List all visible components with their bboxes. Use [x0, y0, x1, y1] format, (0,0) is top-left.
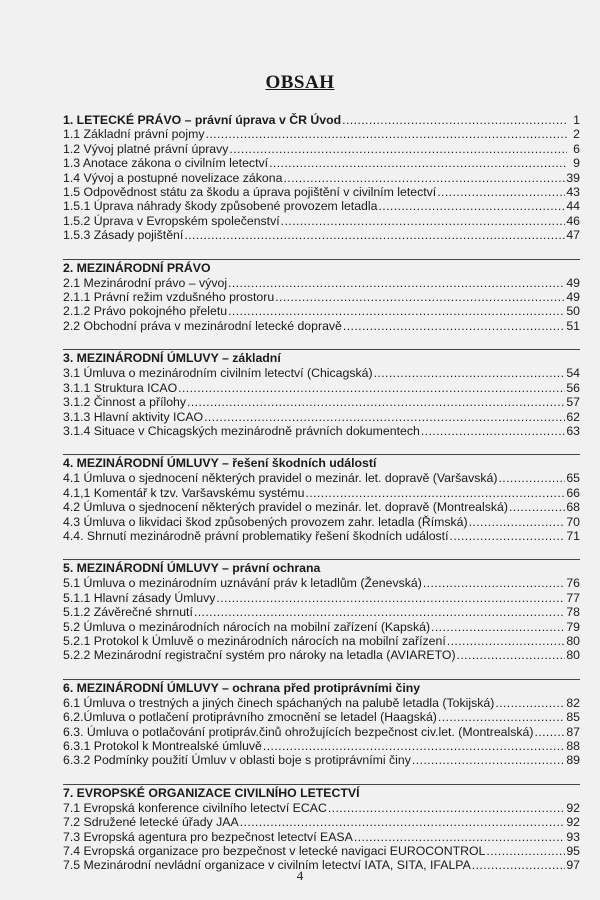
- entry-page: 46: [566, 213, 580, 228]
- entry-label: 1.5 Odpovědnost státu za škodu a úprava pojištění v civilním letectví: [63, 185, 437, 200]
- toc-entry: [63, 753, 580, 767]
- entry-page: 76: [566, 576, 580, 591]
- entry-label: 1.5.1 Úprava náhrady škody způsobené provozem letadla: [63, 199, 378, 214]
- toc-entry: [63, 214, 580, 228]
- section-heading: 4. MEZINÁRODNÍ ÚMLUVY – řešení škodních událostí: [63, 454, 580, 471]
- entry-label: 5.2.2 Mezinárodní registrační systém pro nároky na letadla (AVIARETO): [63, 648, 456, 663]
- toc-entry: [63, 366, 580, 380]
- dot-leader: [486, 844, 565, 858]
- toc-entry: [63, 725, 580, 739]
- entry-label: 4.4. Shrnutí mezinárodně právní problematiky řešení škodních událostí: [63, 528, 449, 543]
- dot-leader: [421, 424, 566, 438]
- entry-page: 95: [566, 844, 580, 859]
- dot-leader: [228, 304, 565, 318]
- entry-page: 85: [566, 710, 580, 725]
- section-heading: 7. EVROPSKÉ ORGANIZACE CIVILNÍHO LETECTVÍ: [63, 784, 580, 801]
- section-heading: 6. MEZINÁRODNÍ ÚMLUVY – ochrana před protiprávními činy: [63, 679, 580, 696]
- entry-page: 51: [566, 318, 580, 333]
- entry-page: 66: [566, 485, 580, 500]
- dot-leader: [206, 127, 568, 141]
- entry-label: 1.3 Anotace zákona o civilním letectví: [63, 156, 269, 171]
- entry-label: 3.1.1 Struktura ICAO: [63, 380, 178, 395]
- dot-leader: [184, 228, 565, 242]
- dot-leader: [269, 156, 567, 170]
- entry-page: 39: [566, 170, 580, 185]
- dot-leader: [263, 739, 565, 753]
- entry-label: 1.5.3 Zásady pojištění: [63, 228, 184, 243]
- entry-label: 2.1 Mezinárodní právo – vývoj: [63, 275, 228, 290]
- entry-label: 4.2 Úmluva o sjednocení některých pravidel o mezinár. let. dopravě (Montrealská): [63, 500, 508, 515]
- dot-leader: [281, 214, 566, 228]
- toc-entry: [63, 529, 580, 543]
- entry-label: 3.1.3 Hlavní aktivity ICAO: [63, 409, 204, 424]
- entry-label: 6.3. Úmluva o potlačování protipráv.činů ohrožujících bezpečnost civ.let. (Montrealská): [63, 724, 534, 739]
- dot-leader: [178, 381, 565, 395]
- toc-entry: [63, 319, 580, 333]
- entry-page: 50: [566, 304, 580, 319]
- dot-leader: [216, 591, 565, 605]
- toc-section: [63, 679, 580, 768]
- dot-leader: [412, 753, 565, 767]
- entry-label: 5.1.1 Hlavní zásady Úmluvy: [63, 590, 216, 605]
- toc-entry: [63, 486, 580, 500]
- dot-leader: [437, 185, 565, 199]
- entry-page: 78: [566, 605, 580, 620]
- entry-label: 2.2 Obchodní práva v mezinárodní letecké dopravě: [63, 318, 342, 333]
- toc-entry: [63, 696, 580, 710]
- section-heading: 2. MEZINÁRODNÍ PRÁVO: [63, 259, 580, 276]
- entry-label: 3.1.4 Situace v Chicagských mezinárodně právních dokumentech: [63, 423, 420, 438]
- entry-label: 7.1 Evropská konference civilního letectví ECAC: [63, 800, 327, 815]
- entry-label: 1.2 Vývoj platné právní úpravy: [63, 141, 229, 156]
- entry-page: 80: [566, 633, 580, 648]
- entry-page: 62: [566, 409, 580, 424]
- dot-leader: [328, 801, 565, 815]
- dot-leader: [343, 319, 565, 333]
- entry-page: 82: [566, 695, 580, 710]
- toc-section: [63, 113, 580, 243]
- entry-page: 89: [566, 753, 580, 768]
- toc-entry: [63, 142, 580, 156]
- dot-leader: [447, 634, 566, 648]
- toc-entry: [63, 171, 580, 185]
- entry-page: 57: [566, 395, 580, 410]
- toc-section: [63, 784, 580, 873]
- toc-entry: [63, 471, 580, 485]
- entry-page: 54: [566, 366, 580, 381]
- toc-section: [63, 349, 580, 438]
- dot-leader: [204, 410, 565, 424]
- entry-label: 7.2 Sdružené letecké úřady JAA: [63, 815, 239, 830]
- dot-leader: [374, 366, 566, 380]
- entry-page: 68: [566, 500, 580, 515]
- entry-page: 80: [566, 648, 580, 663]
- dot-leader: [354, 830, 565, 844]
- dot-leader: [498, 471, 565, 485]
- entry-page: 49: [566, 290, 580, 305]
- toc-entry: [63, 185, 580, 199]
- dot-leader: [283, 171, 565, 185]
- entry-label: 1.5.2 Úprava v Evropském společenství: [63, 213, 280, 228]
- entry-page: 44: [566, 199, 580, 214]
- dot-leader: [240, 815, 566, 829]
- entry-label: 6.3.2 Podmínky použití Úmluv v oblasti boje s protiprávními činy: [63, 753, 411, 768]
- entry-page: 6: [573, 141, 580, 156]
- toc-section: [63, 559, 580, 662]
- entry-page: 63: [566, 423, 580, 438]
- entry-label: 3.1.2 Činnost a přílohy: [63, 395, 187, 410]
- entry-page: 87: [566, 724, 580, 739]
- dot-leader: [450, 529, 566, 543]
- toc-entry: [63, 801, 580, 815]
- entry-page: 43: [566, 185, 580, 200]
- toc-entry: [63, 395, 580, 409]
- section-heading: 5. MEZINÁRODNÍ ÚMLUVY – právní ochrana: [63, 559, 580, 576]
- toc-entry: [63, 500, 580, 514]
- dot-leader: [378, 199, 565, 213]
- entry-page: 49: [566, 275, 580, 290]
- entry-page: 79: [566, 619, 580, 634]
- dot-leader: [438, 710, 565, 724]
- section-heading: 1. LETECKÉ PRÁVO – právní úprava v ČR Úvod: [63, 113, 342, 127]
- dot-leader: [342, 113, 567, 127]
- entry-page: 65: [566, 471, 580, 486]
- entry-label: 5.2.1 Protokol k Úmluvě o mezinárodních nárocích na mobilní zařízení: [63, 633, 446, 648]
- entry-label: 2.1.1 Právní režim vzdušného prostoru: [63, 290, 275, 305]
- entry-label: 4.1 Úmluva o sjednocení některých pravidel o mezinár. let. dopravě (Varšavská): [63, 471, 498, 486]
- toc-entry: [63, 228, 580, 242]
- entry-page: 70: [566, 514, 580, 529]
- toc-section: [63, 259, 580, 334]
- entry-label: 5.2 Úmluva o mezinárodních nárocích na mobilní zařízení (Kapská): [63, 619, 431, 634]
- entry-label: 6.2.Úmluva o potlačení protiprávního zmocnění se letadel (Haagská): [63, 710, 437, 725]
- toc-entry: [63, 710, 580, 724]
- entry-page: 56: [566, 380, 580, 395]
- toc-entry: [63, 410, 580, 424]
- entry-label: 4.1,1 Komentář k tzv. Varšavskému systému: [63, 485, 305, 500]
- toc-entry: [63, 304, 580, 318]
- dot-leader: [534, 725, 565, 739]
- entry-label: 6.3.1 Protokol k Montrealské úmluvě: [63, 739, 262, 753]
- toc-entry: [63, 381, 580, 395]
- toc-entry: [63, 515, 580, 529]
- toc-entry: [63, 815, 580, 829]
- toc-section: [63, 454, 580, 543]
- table-of-contents: [63, 113, 580, 873]
- entry-label: 1.1 Základní právní pojmy: [63, 127, 205, 142]
- entry-page: 47: [566, 228, 580, 243]
- toc-entry: [63, 844, 580, 858]
- entry-label: 7.5 Mezinárodní nevládní organizace v civilním letectví IATA, SITA, IFALPA: [63, 858, 471, 873]
- entry-label: 7.3 Evropská agentura pro bezpečnost letectví EASA: [63, 829, 353, 844]
- toc-entry: [63, 634, 580, 648]
- toc-entry: [63, 739, 580, 753]
- entry-page: 97: [566, 858, 580, 873]
- entry-label: 2.1.2 Právo pokojného přeletu: [63, 304, 228, 319]
- dot-leader: [228, 276, 565, 290]
- entry-label: 6.1 Úmluva o trestných a jiných činech spáchaných na palubě letadla (Tokijská): [63, 695, 495, 710]
- entry-page: 2: [573, 127, 580, 142]
- toc-entry: [63, 199, 580, 213]
- toc-entry: [63, 830, 580, 844]
- dot-leader: [194, 605, 565, 619]
- dot-leader: [509, 500, 565, 514]
- toc-entry: [63, 290, 580, 304]
- entry-page: 93: [566, 829, 580, 844]
- section-page: 1: [573, 113, 580, 127]
- toc-entry: [63, 276, 580, 290]
- section-heading: 3. MEZINÁRODNÍ ÚMLUVY – základní: [63, 349, 580, 366]
- dot-leader: [457, 648, 566, 662]
- entry-page: 77: [566, 590, 580, 605]
- dot-leader: [229, 142, 567, 156]
- dot-leader: [431, 620, 565, 634]
- page-title: OBSAH: [265, 72, 335, 93]
- toc-entry: [63, 127, 580, 141]
- dot-leader: [495, 696, 565, 710]
- toc-entry: [63, 156, 580, 170]
- entry-page: 92: [566, 800, 580, 815]
- entry-page: 9: [573, 156, 580, 171]
- entry-label: 5.1 Úmluva o mezinárodním uznávání práv k letadlům (Ženevská): [63, 576, 422, 591]
- toc-entry: [63, 648, 580, 662]
- entry-label: 3.1 Úmluva o mezinárodním civilním letectví (Chicagská): [63, 366, 373, 381]
- entry-page: 71: [566, 528, 580, 543]
- entry-page: 88: [566, 739, 580, 753]
- dot-leader: [187, 395, 565, 409]
- dot-leader: [423, 576, 565, 590]
- dot-leader: [305, 486, 565, 500]
- toc-entry: [63, 424, 580, 438]
- entry-page: 92: [566, 815, 580, 830]
- toc-entry: [63, 620, 580, 634]
- entry-label: 5.1.2 Závěrečné shrnutí: [63, 605, 193, 620]
- dot-leader: [469, 515, 566, 529]
- toc-entry: [63, 591, 580, 605]
- page-number: 4: [296, 868, 304, 883]
- toc-entry: [63, 576, 580, 590]
- dot-leader: [275, 290, 565, 304]
- entry-label: 7.4 Evropská organizace pro bezpečnost v letecké navigaci EUROCONTROL: [63, 844, 486, 859]
- toc-entry: [63, 605, 580, 619]
- entry-label: 4.3 Úmluva o likvidaci škod způsobených provozem zahr. letadla (Římská): [63, 514, 468, 529]
- entry-label: 1.4 Vývoj a postupné novelizace zákona: [63, 170, 283, 185]
